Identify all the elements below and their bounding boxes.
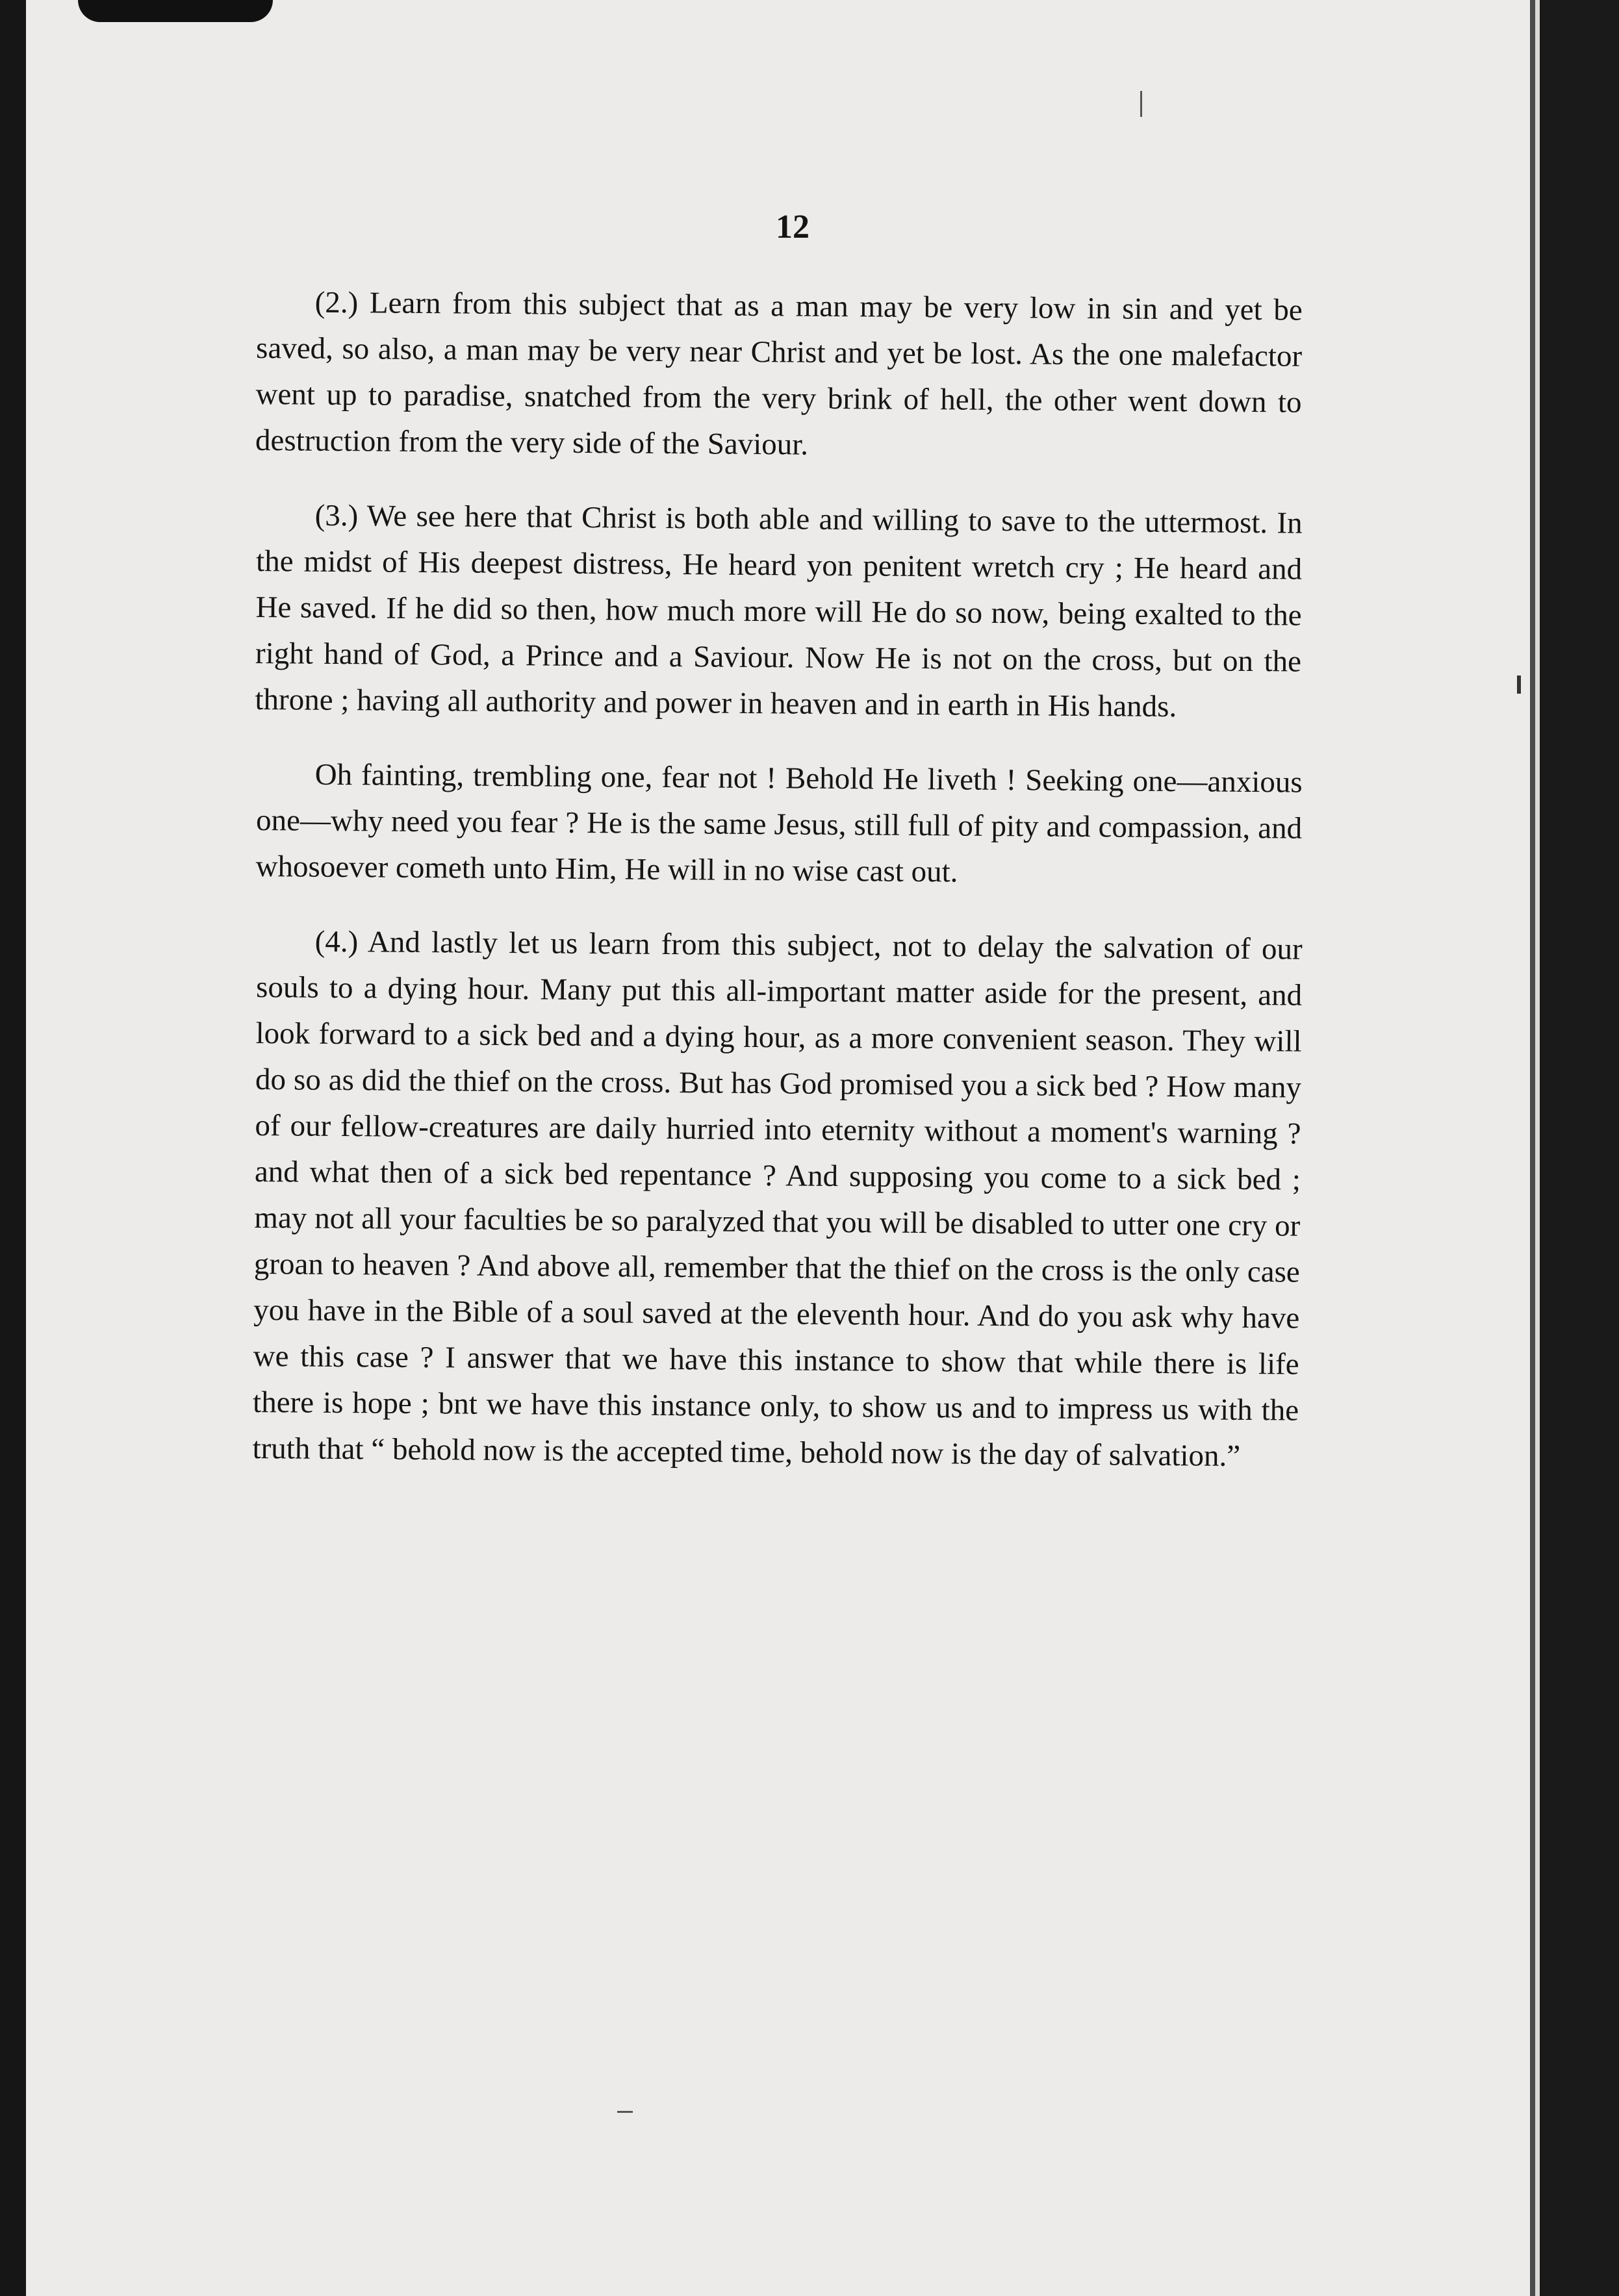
body-text <box>252 195 1303 1500</box>
stray-mark <box>1517 675 1521 694</box>
paragraph: (4.) And lastly let us learn from this subject, not to delay the salvation of our souls to a dying hour. Many put this all-important matter aside for the present, and look forward to a sick bed and a dying hour, as a more convenient season. They will do so as did the thief on the cross. But has God promised you a sick bed ? How many of our fellow-creatures are daily hurried into eternity without a moment's warning ? and what then of a sick bed repentance ? And supposing you come to a sick bed ; may not all your faculties be so paralyzed that you will be disabled to utter one cry or groan to heaven ? And above all, remember that the thief on the cross is the only case you have in the Bible of a soul saved at the eleventh hour. And do you ask why have we this case ? I answer that we have this instance to show that while there is life there is hope ; bnt we have this instance only, to show us and to impress us with the truth that “ behold now is the accepted time, behold now is the day of salvation.” <box>252 924 1303 1473</box>
paragraph: (2.) Learn from this subject that as a man may be very low in sin and yet be saved, so also, a man may be very near Christ and yet be lost. As the one malefactor went up to paradise, snatched from the very brink of hell, the other went down to destruction from the very side of the Saviour. <box>255 285 1303 462</box>
paragraph: (3.) We see here that Christ is both able and willing to save to the uttermost. In the midst of His deepest distress, He heard yon penitent wretch cry ; He heard and He saved. If he did so then, how much more will He do so now, being exalted to the right hand of God, a Prince and a Saviour. Now He is not on the cross, but on the throne ; having all authority and power in heaven and in earth in His hands. <box>255 498 1303 724</box>
page-fold-line <box>1530 0 1535 2296</box>
stray-mark <box>1140 91 1142 117</box>
scan-corner-smudge <box>78 0 273 22</box>
scan-left-border <box>0 0 26 2296</box>
paragraph: Oh fainting, trembling one, fear not ! Behold He liveth ! Seeking one—anxious one—why need you fear ? He is the same Jesus, still full of pity and compassion, and whosoever cometh unto Him, He will in no wise cast out. <box>255 757 1303 889</box>
page-number: 12 <box>776 208 810 246</box>
scan-right-border <box>1540 0 1619 2296</box>
stray-mark <box>617 2111 633 2113</box>
